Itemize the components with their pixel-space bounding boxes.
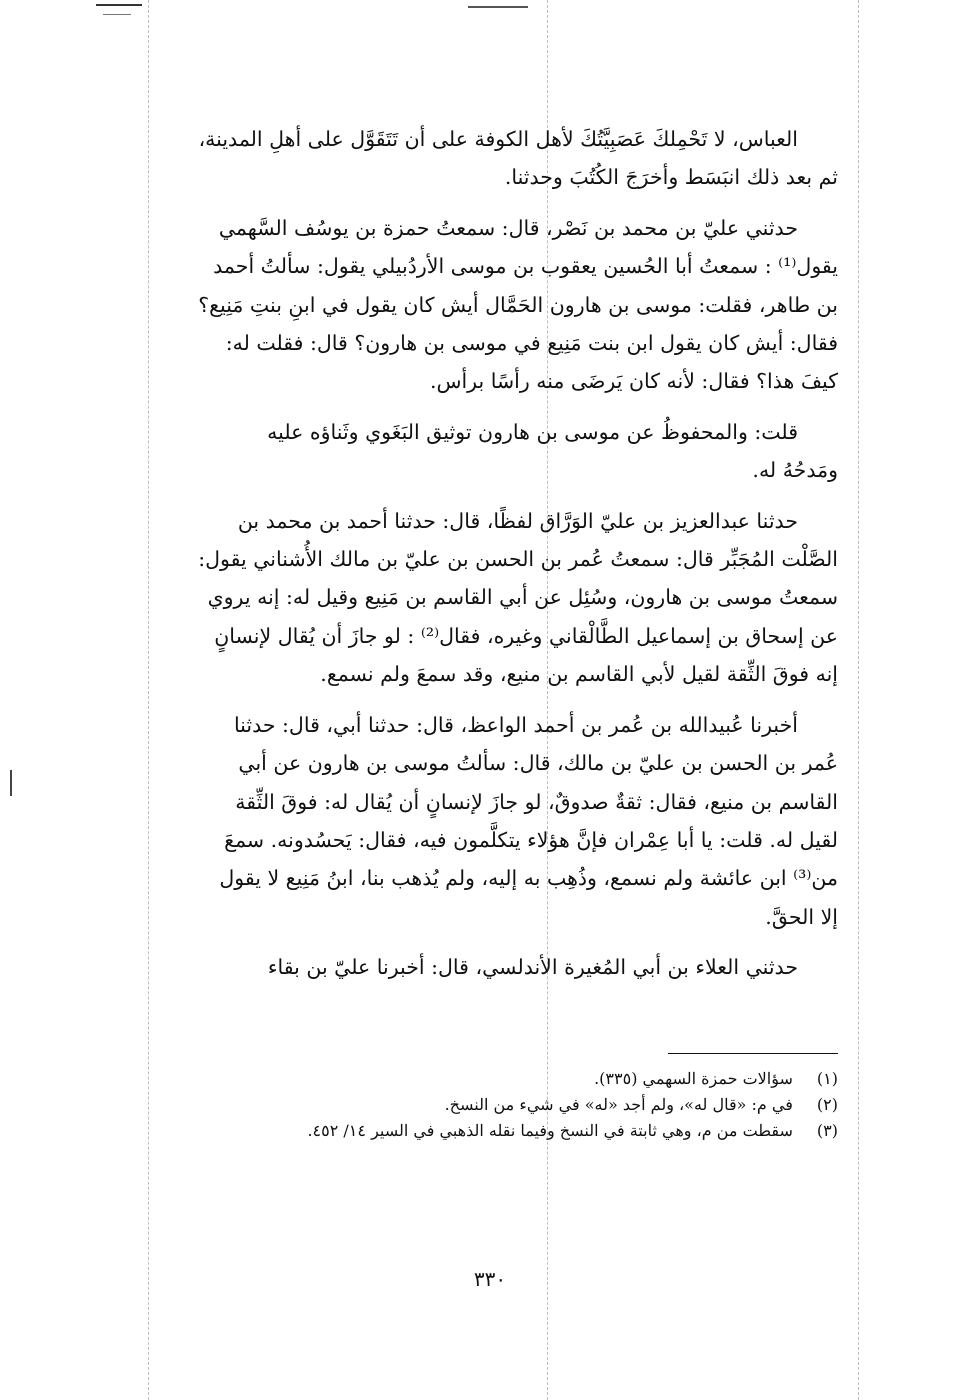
footnote-number: (٣) [816, 1121, 838, 1140]
text-line: ومَدحُهُ له. [752, 458, 838, 483]
text-line: أخبرنا عُبيدالله بن عُمر بن أحمد الواعظ، قال: حدثنا أبي، قال: حدثنا [233, 712, 798, 737]
footnote-text: سؤالات حمزة السهمي (٣٣٥). [594, 1069, 793, 1088]
paragraph [138, 706, 838, 936]
footnote [138, 1118, 838, 1144]
text-line: عُمر بن الحسن بن عليّ بن مالك، قال: سألتُ موسى بن هارون عن أبي [238, 751, 838, 776]
paragraph [138, 209, 838, 401]
text-line: إلا الحقَّ. [765, 904, 838, 929]
text-line: بن طاهر، فقلت: موسى بن هارون الحَمَّال أيش كان يقول في ابنِ بنتِ مَنِيع؟ [198, 292, 838, 317]
footnote-number: (١) [816, 1069, 838, 1088]
text-line: حدثنا عبدالعزيز بن عليّ الوَرَّاق لفظًا، قال: حدثنا أحمد بن محمد بن [237, 508, 798, 533]
text-line: إنه فوقَ الثِّقة لقيل لأبي القاسم بن منيع، وقد سمعَ ولم نسمع. [320, 662, 838, 687]
text-line: سمعتُ موسى بن هارون، وسُئِل عن أبي القاسم بن مَنِيع وقيل له: إنه يروي [207, 585, 838, 610]
text-line: فقال: أيش كان يقول ابن بنت مَنِيع في موسى بن هارون؟ قال: فقلت له: [225, 331, 838, 356]
scan-mark-top-center [468, 6, 528, 8]
text-line: لقيل له. قلت: يا أبا عِمْران فإنَّ هؤلاء يتكلَّمون فيه، فقال: يَحسُدونه. سمعَ [224, 827, 838, 852]
page-number: ٣٣٠ [473, 1267, 507, 1291]
footnote-separator [668, 1053, 838, 1054]
footnote [138, 1092, 838, 1118]
text-line: من⁽³⁾ ابن عائشة ولم نسمع، وذُهِب به إليه، ولم يُذهب بنا، ابنُ مَنِيع لا يقول [219, 866, 838, 891]
text-line: كيفَ هذا؟ فقال: لأنه كان يَرضَى منه رأسًا برأس. [429, 369, 838, 394]
text-line: قلت: والمحفوظُ عن موسى بن هارون توثيق البَغَوي وثَناؤه عليه [267, 419, 798, 444]
footnotes [138, 1066, 838, 1144]
text-line: حدثني العلاء بن أبي المُغيرة الأندلسي، قال: أخبرنا عليّ بن بقاء [267, 955, 798, 980]
main-text [138, 120, 838, 999]
footnote-text: سقطت من م، وهي ثابتة في النسخ وفيما نقله الذهبي في السير ١٤/ ٤٥٢. [307, 1121, 793, 1140]
paragraph [138, 413, 838, 490]
scan-mark-left-edge [10, 770, 12, 796]
scan-dash-right [858, 0, 859, 1400]
scan-mark-top-left-2 [103, 14, 131, 15]
footnote-text: في م: «قال له»، ولم أجد «له» في شيء من النسخ. [444, 1095, 793, 1114]
scan-mark-top-left [96, 4, 142, 6]
text-line: يقول⁽¹⁾ : سمعتُ أبا الحُسين يعقوب بن موسى الأردُبيلي يقول: سألتُ أحمد [213, 254, 838, 279]
footnote [138, 1066, 838, 1092]
text-line: القاسم بن منيع، فقال: ثقةٌ صدوقٌ، لو جازَ لإنسانٍ أن يُقال له: فوقَ الثِّقة [235, 789, 838, 814]
paragraph [138, 948, 838, 986]
text-line: عن إسحاق بن إسماعيل الطَّالْقاني وغيره، فقال⁽²⁾ : لو جازَ أن يُقال لإنسانٍ [214, 623, 838, 648]
footnote-number: (٢) [816, 1095, 838, 1114]
text-line: حدثني عليّ بن محمد بن نَصْر، قال: سمعتُ حمزة بن يوسُف السَّهمي [218, 215, 798, 240]
text-line: العباس، لا تَحْمِلكَ عَصَبِيَّتُكَ لأهل الكوفة على أن تَتَقَوَّل على أهلِ المدينة، [198, 127, 798, 151]
paragraph [138, 120, 838, 197]
text-line: ثم بعد ذلك انبَسَط وأخرَجَ الكُتُبَ وحدثنا. [504, 165, 838, 190]
paragraph [138, 502, 838, 694]
text-line: الصَّلْت المُجَبِّر قال: سمعتُ عُمر بن الحسن بن عليّ بن مالك الأُشناني يقول: [198, 547, 838, 572]
